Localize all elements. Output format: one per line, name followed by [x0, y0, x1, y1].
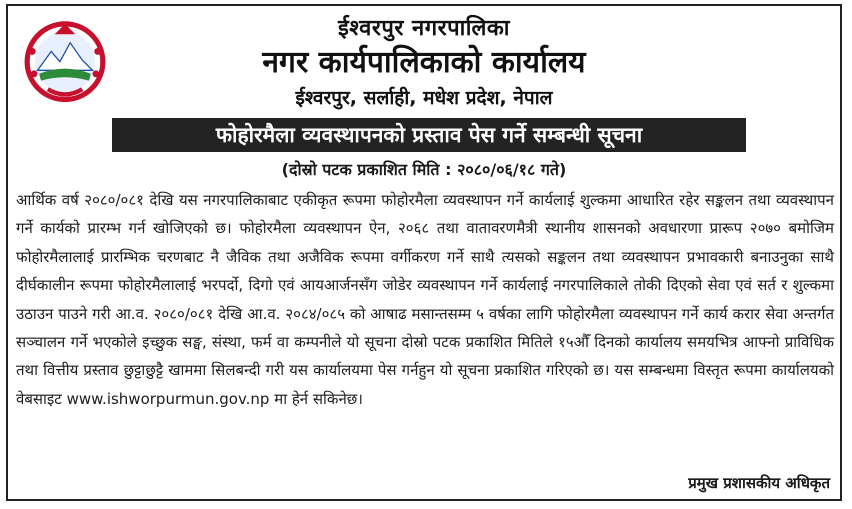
- notice-panel: [6, 4, 842, 501]
- office-address: ईश्वरपुर, सर्लाही, मधेश प्रदेश, नेपाल: [295, 87, 553, 109]
- publication-date: (दोस्रो पटक प्रकाशित मिति : २०८०/०६/१८ गते): [281, 160, 567, 179]
- signatory: प्रमुख प्रशासकीय अधिकृत: [688, 474, 830, 492]
- municipality-name: ईश्वरपुर नगरपालिका: [337, 16, 511, 41]
- office-name: नगर कार्यपालिकाको कार्यालय: [262, 45, 586, 80]
- notice-title-bar: [112, 118, 746, 152]
- notice-body: आर्थिक वर्ष २०८०/०८१ देखि यस नगरपालिकाबाट एकीकृत रूपमा फोहोरमैला व्यवस्थापन गर्ने कार्यलाई शुल्कमा आधारित रहेर सङ्कलन तथा व्यवस्थापन गर्ने कार्यको प्रारम्भ गर्न खोजिएको छ। फोहोरमैला व्यवस्थापन ऐन, २०६८ तथा वातावरणमैत्री स्थानीय शासनको अवधारणा प्रारूप २०७० बमोजिम फोहोरमैलालाई प्रारम्भिक चरणबाट नै जैविक तथा अजैविक रूपमा वर्गीकरण गर्ने साथै त्यसको सङ्कलन तथा व्यवस्थापन प्रभावकारी बनाउनुका साथै दीर्घकालीन रूपमा फोहोरमैलालाई भरपर्दो, दिगो एवं आयआर्जनसँग जोडेर व्यवस्थापन गर्ने कार्यलाई नगरपालिकाले तोकी दिएको सेवा एवं सर्त र शुल्कमा उठाउन पाउने गरी आ.व. २०८०/०८१ देखि आ.व. २०८४/०८५ को आषाढ मसान्तसम्म ५ वर्षका लागि फोहोरमैला व्यवस्थापन गर्ने कार्य करार सेवा अन्तर्गत सञ्चालन गर्ने भएकोले इच्छुक सङ्घ, संस्था, फर्म वा कम्पनीले यो सूचना दोस्रो पटक प्रकाशित मितिले १५औँ दिनको कार्यालय समयभित्र आफ्नो प्राविधिक तथा वित्तीय प्रस्ताव छुट्टाछुट्टै खाममा सिलबन्दी गरी यस कार्यालयमा पेस गर्नहुन यो सूचना प्रकाशित गरिएको छ। यस सम्बन्धमा विस्तृत रूपमा कार्यालयको वेबसाइट www.ishworpurmun.gov.np मा हेर्न सकिनेछ।: [16, 191, 834, 408]
- notice-title: फोहोरमैला व्यवस्थापनको प्रस्ताव पेस गर्ने सम्बन्धी सूचना: [215, 123, 643, 147]
